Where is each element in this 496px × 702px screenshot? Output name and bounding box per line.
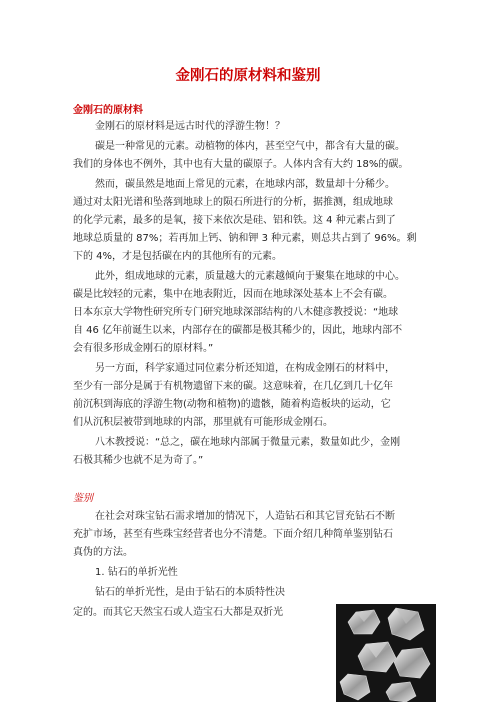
paragraph-line: 此外，组成地球的元素，质量越大的元素越倾向于聚集在地球的中心。 — [95, 271, 405, 282]
paragraph-line: 碳是一种常见的元素。动植物的体内，甚至空气中，都含有大量的碳。 — [95, 141, 405, 152]
list-item-number: 1. 钻石的单折光性 — [95, 567, 178, 578]
paragraph-line: 会有很多形成金刚石的原材料。” — [73, 343, 214, 354]
paragraph-line: 日本东京大学物性研究所专门研究地球深部结构的八木健彦教授说：“地球 — [73, 307, 399, 318]
paragraph-line: 自 46 亿年前诞生以来，内部存在的碳都是极其稀少的，因此，地球内部不 — [73, 325, 403, 336]
paragraph-line: 在社会对珠宝钻石需求增加的情况下，人造钻石和其它冒充钻石不断 — [95, 511, 395, 522]
paragraph-line: 至少有一部分是属于有机物遗留下来的碳。这意味着，在几亿到几十亿年 — [73, 381, 393, 392]
paragraph-line: 通过对太阳光谱和坠落到地球上的陨石所进行的分析，据推测，组成地球 — [73, 197, 393, 208]
paragraph-line: 八木教授说：“总之，碳在地球内部属于微量元素，数量如此少，金刚 — [95, 437, 401, 448]
section-heading-materials: 金刚石的原材料 — [73, 105, 143, 116]
paragraph-line: 然而，碳虽然是地面上常见的元素，在地球内部，数量却十分稀少。 — [95, 179, 395, 190]
paragraph-line: 前沉积到海底的浮游生物(动物和植物)的遗骸，随着构造板块的运动，它 — [73, 399, 391, 410]
paragraph-line: 真伪的方法。 — [73, 547, 133, 558]
paragraph-line: 地球总质量的 87%；若再加上钙、钠和钾 3 种元素，则总共占到了 96%。剩 — [73, 233, 417, 244]
paragraph-line: 钻石的单折光性，是由于钻石的本质特性决 — [95, 587, 285, 598]
document-title: 金刚石的原材料和鉴别 — [175, 68, 321, 84]
paragraph-line: 充扩市场，甚至有些珠宝经营者也分不清楚。下面介绍几种简单鉴别钻石 — [73, 529, 393, 540]
section-heading-identification: 鉴别 — [73, 493, 93, 504]
diamonds-image — [336, 604, 436, 702]
paragraph-line: 碳是比较轻的元素，集中在地表附近，因而在地球深处基本上不会有碳。 — [73, 289, 393, 300]
paragraph-line: 们从沉积层被带到地球的内部，那里就有可能形成金刚石。 — [73, 417, 333, 428]
paragraph-line: 下的 4%，才是包括碳在内的其他所有的元素。 — [73, 251, 283, 262]
paragraph-line: 金刚石的原材料是远古时代的浮游生物！？ — [95, 121, 285, 132]
paragraph-line: 我们的身体也不例外，其中也有大量的碳原子。人体内含有大约 18%的碳。 — [73, 159, 409, 170]
paragraph-line: 的化学元素，最多的是氧，接下来依次是硅、铝和铁。这 4 种元素占到了 — [73, 215, 396, 226]
paragraph-line: 定的。而其它天然宝石或人造宝石大都是双折光 — [73, 607, 283, 618]
paragraph-line: 石极其稀少也就不足为奇了。” — [73, 455, 204, 466]
paragraph-line: 另一方面，科学家通过同位素分析还知道，在构成金刚石的材料中， — [95, 363, 395, 374]
diamonds-photo — [336, 604, 436, 702]
